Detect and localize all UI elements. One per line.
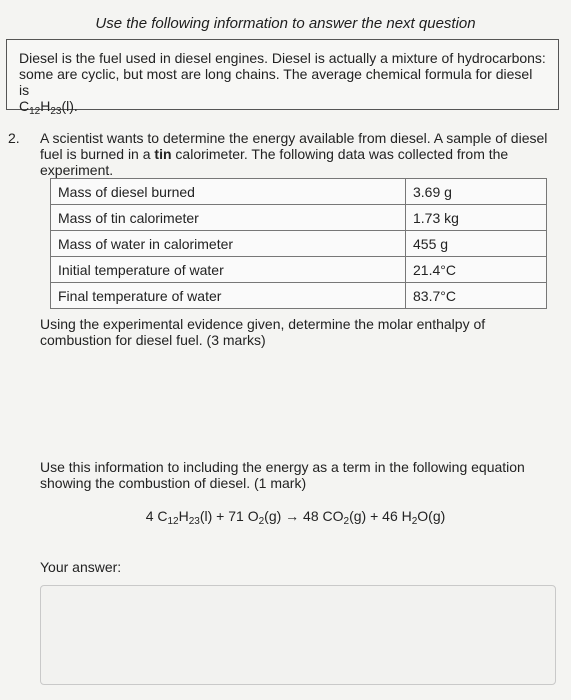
table-row	[51, 231, 547, 257]
question-number: 2.	[8, 130, 20, 146]
row-label: Mass of tin calorimeter	[51, 205, 406, 231]
table-row	[51, 179, 547, 205]
table-row	[51, 205, 547, 231]
info-line-1: Diesel is the fuel used in diesel engines. Diesel is actually a mixture of hydrocarbons:	[19, 50, 546, 66]
row-label: Final temperature of water	[51, 283, 406, 309]
row-value: 83.7°C	[406, 283, 547, 309]
bold-word-tin: tin	[154, 146, 172, 162]
table-row	[51, 257, 547, 283]
answer-textarea[interactable]	[40, 585, 556, 685]
row-value: 1.73 kg	[406, 205, 547, 231]
info-line-2: some are cyclic, but most are long chains. The average chemical formula for diesel is	[19, 66, 533, 98]
row-label: Mass of diesel burned	[51, 179, 406, 205]
row-label: Mass of water in calorimeter	[51, 231, 406, 257]
answer-label: Your answer:	[40, 559, 122, 575]
section-heading: Use the following information to answer the next question	[95, 15, 476, 32]
row-label: Initial temperature of water	[51, 257, 406, 283]
question-part-2: Use this information to including the energy as a term in the following equation showing the combustion of diesel. (1 mark)	[40, 459, 525, 491]
diesel-formula: $C_{12}H_{23}(l)$.	[19, 98, 78, 117]
question-part-1: Using the experimental evidence given, determine the molar enthalpy of combustion for diesel fuel. (3 marks)	[40, 316, 486, 348]
question-text: A scientist wants to determine the energy available from diesel. A sample of diesel fuel is burned in a tin calorimeter. The following data was collected from the experiment.	[40, 130, 548, 178]
combustion-equation: 4 $C_{12}H_{23}(l) + 71$ $O_2(g) \to 48$ $CO_2(g) + 46$ $H_2O(g)$	[145, 508, 446, 527]
data-table	[50, 178, 547, 309]
row-value: 21.4°C	[406, 257, 547, 283]
table-row	[51, 283, 547, 309]
row-value: 455 g	[406, 231, 547, 257]
row-value: 3.69 g	[406, 179, 547, 205]
info-box	[6, 39, 559, 117]
